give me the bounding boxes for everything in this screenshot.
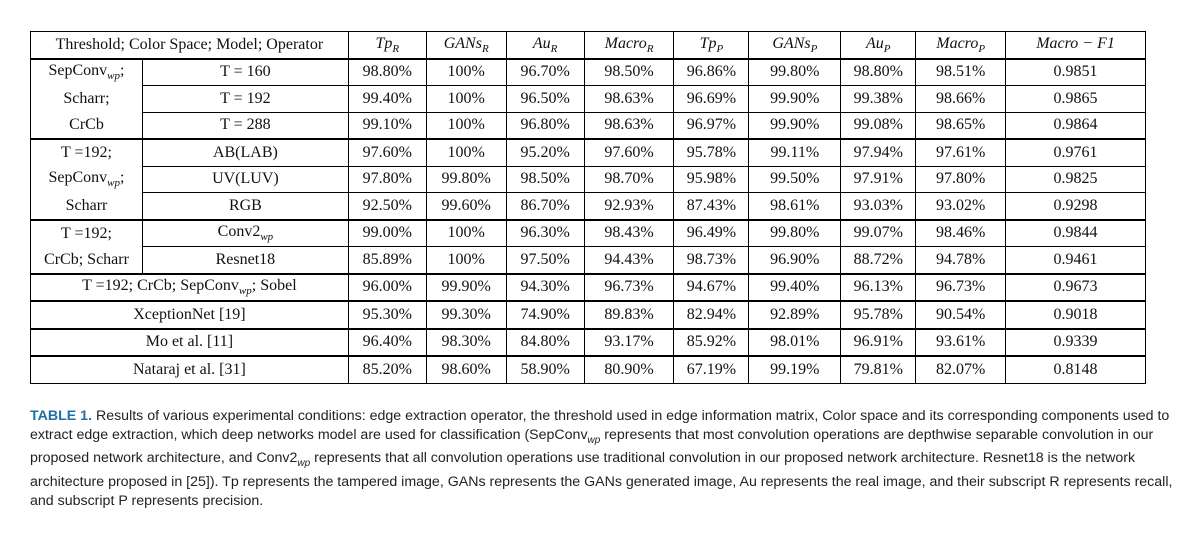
value-cell: 99.80%: [749, 59, 841, 86]
group-label: Scharr;: [31, 86, 143, 113]
table-row: [31, 220, 1146, 247]
value-cell: 97.91%: [841, 166, 916, 193]
value-cell: 100%: [426, 247, 506, 274]
group-label: Scharr: [31, 193, 143, 220]
value-cell: 89.83%: [584, 301, 674, 329]
value-cell: 99.30%: [426, 301, 506, 329]
header-col: Macro$_P$: [916, 32, 1006, 59]
value-cell: 99.90%: [749, 86, 841, 113]
table-row: [31, 356, 1146, 383]
condition-cell: T = 160: [142, 59, 348, 86]
value-cell: 96.86%: [674, 59, 749, 86]
value-cell: 99.40%: [348, 86, 426, 113]
value-cell: 99.40%: [749, 274, 841, 302]
value-cell: 98.63%: [584, 86, 674, 113]
table-row: [31, 193, 1146, 220]
caption-label: TABLE 1.: [30, 407, 93, 424]
group-label: T =192;: [31, 220, 143, 247]
value-cell: 87.43%: [674, 193, 749, 220]
value-cell: 0.9673: [1006, 274, 1146, 302]
header-col: GANs$_R$: [426, 32, 506, 59]
value-cell: 94.78%: [916, 247, 1006, 274]
value-cell: 85.89%: [348, 247, 426, 274]
value-cell: 79.81%: [841, 356, 916, 383]
condition-cell: Mo et al. [11]: [31, 329, 349, 357]
condition-cell: Resnet18: [142, 247, 348, 274]
value-cell: 98.73%: [674, 247, 749, 274]
condition-cell: XceptionNet [19]: [31, 301, 349, 329]
value-cell: 88.72%: [841, 247, 916, 274]
table-caption: [30, 407, 1175, 512]
value-cell: 82.94%: [674, 301, 749, 329]
value-cell: 94.67%: [674, 274, 749, 302]
value-cell: 96.70%: [506, 59, 584, 86]
value-cell: 98.30%: [426, 329, 506, 357]
table-row: [31, 247, 1146, 274]
value-cell: 85.20%: [348, 356, 426, 383]
table-row: [31, 166, 1146, 193]
value-cell: 0.9018: [1006, 301, 1146, 329]
value-cell: 96.91%: [841, 329, 916, 357]
header-col: Macro − F1: [1006, 32, 1146, 59]
value-cell: 96.00%: [348, 274, 426, 302]
value-cell: 80.90%: [584, 356, 674, 383]
value-cell: 98.65%: [916, 112, 1006, 139]
value-cell: 0.9339: [1006, 329, 1146, 357]
caption-subscript: wp: [587, 434, 601, 446]
value-cell: 96.80%: [506, 112, 584, 139]
value-cell: 98.51%: [916, 59, 1006, 86]
results-table-figure: [30, 31, 1176, 511]
condition-cell: AB(LAB): [142, 139, 348, 166]
value-cell: 97.60%: [584, 139, 674, 166]
value-cell: 94.43%: [584, 247, 674, 274]
table-row: [31, 329, 1146, 357]
value-cell: 86.70%: [506, 193, 584, 220]
table-row: [31, 301, 1146, 329]
value-cell: 100%: [426, 112, 506, 139]
value-cell: 95.78%: [674, 139, 749, 166]
table-row: [31, 274, 1146, 302]
condition-cell: UV(LUV): [142, 166, 348, 193]
value-cell: 0.9844: [1006, 220, 1146, 247]
header-col: $Tp_R$: [348, 32, 426, 59]
value-cell: 99.38%: [841, 86, 916, 113]
header-col: Macro$_R$: [584, 32, 674, 59]
value-cell: 0.9851: [1006, 59, 1146, 86]
caption-text: represents that all convolution operations use traditional convolution in our proposed network architecture. Resnet18 is the network architecture proposed in [25]). Tp represents the tampered image, GANs represents the GANs generated image, Au represents the real image, and their subscript R represents recall, and subscript P represents precision.: [30, 450, 1173, 510]
value-cell: 98.50%: [584, 59, 674, 86]
caption-subscript: wp: [297, 458, 311, 470]
value-cell: 98.70%: [584, 166, 674, 193]
value-cell: 92.50%: [348, 193, 426, 220]
value-cell: 96.30%: [506, 220, 584, 247]
value-cell: 95.20%: [506, 139, 584, 166]
value-cell: 97.80%: [916, 166, 1006, 193]
value-cell: 99.50%: [749, 166, 841, 193]
value-cell: 0.8148: [1006, 356, 1146, 383]
header-col: $Au_R$: [506, 32, 584, 59]
condition-cell: Nataraj et al. [31]: [31, 356, 349, 383]
value-cell: 0.9461: [1006, 247, 1146, 274]
value-cell: 99.08%: [841, 112, 916, 139]
value-cell: 0.9761: [1006, 139, 1146, 166]
value-cell: 99.60%: [426, 193, 506, 220]
caption-text: represents that most convolution operations are depthwise separable convolution in our proposed network architecture, and Conv2: [30, 426, 1154, 467]
condition-cell: T =192; CrCb; SepConv$_{wp}$; Sobel: [31, 274, 349, 302]
value-cell: 99.90%: [749, 112, 841, 139]
value-cell: 99.07%: [841, 220, 916, 247]
value-cell: 98.01%: [749, 329, 841, 357]
value-cell: 93.03%: [841, 193, 916, 220]
value-cell: 98.46%: [916, 220, 1006, 247]
value-cell: 97.61%: [916, 139, 1006, 166]
value-cell: 99.00%: [348, 220, 426, 247]
group-label: CrCb; Scharr: [31, 247, 143, 274]
value-cell: 98.66%: [916, 86, 1006, 113]
table-row: [31, 59, 1146, 86]
value-cell: 98.60%: [426, 356, 506, 383]
value-cell: 99.90%: [426, 274, 506, 302]
value-cell: 97.94%: [841, 139, 916, 166]
value-cell: 0.9825: [1006, 166, 1146, 193]
value-cell: 96.73%: [584, 274, 674, 302]
value-cell: 95.30%: [348, 301, 426, 329]
value-cell: 100%: [426, 220, 506, 247]
value-cell: 99.80%: [749, 220, 841, 247]
value-cell: 96.73%: [916, 274, 1006, 302]
header-col: GANs$_P$: [749, 32, 841, 59]
value-cell: 92.93%: [584, 193, 674, 220]
value-cell: 97.80%: [348, 166, 426, 193]
value-cell: 0.9864: [1006, 112, 1146, 139]
table-row: [31, 112, 1146, 139]
value-cell: 98.50%: [506, 166, 584, 193]
value-cell: 74.90%: [506, 301, 584, 329]
group-label: SepConv$_{wp}$;: [31, 59, 143, 86]
value-cell: 98.63%: [584, 112, 674, 139]
value-cell: 95.98%: [674, 166, 749, 193]
value-cell: 93.61%: [916, 329, 1006, 357]
value-cell: 58.90%: [506, 356, 584, 383]
caption-text: Results of various experimental conditions: edge extraction operator, the threshold used in edge information matrix, Color space and its corresponding components used to extract edge extraction, which deep networks model are used for classification (SepConv: [30, 407, 1170, 443]
value-cell: 99.19%: [749, 356, 841, 383]
value-cell: 98.43%: [584, 220, 674, 247]
value-cell: 93.17%: [584, 329, 674, 357]
group-label: T =192;: [31, 139, 143, 166]
value-cell: 100%: [426, 59, 506, 86]
value-cell: 0.9298: [1006, 193, 1146, 220]
value-cell: 98.61%: [749, 193, 841, 220]
header-col: $Tp_P$: [674, 32, 749, 59]
value-cell: 96.69%: [674, 86, 749, 113]
table-row: [31, 86, 1146, 113]
value-cell: 85.92%: [674, 329, 749, 357]
value-cell: 96.90%: [749, 247, 841, 274]
condition-cell: $Conv2_{wp}$: [142, 220, 348, 247]
condition-cell: RGB: [142, 193, 348, 220]
value-cell: 99.80%: [426, 166, 506, 193]
value-cell: 96.97%: [674, 112, 749, 139]
value-cell: 84.80%: [506, 329, 584, 357]
condition-cell: T = 288: [142, 112, 348, 139]
value-cell: 95.78%: [841, 301, 916, 329]
value-cell: 100%: [426, 86, 506, 113]
value-cell: 94.30%: [506, 274, 584, 302]
value-cell: 96.40%: [348, 329, 426, 357]
group-label: CrCb: [31, 112, 143, 139]
value-cell: 97.50%: [506, 247, 584, 274]
header-row: [31, 32, 1146, 59]
value-cell: 98.80%: [348, 59, 426, 86]
value-cell: 96.49%: [674, 220, 749, 247]
header-col: $Au_P$: [841, 32, 916, 59]
group-label: SepConv$_{wp}$;: [31, 166, 143, 193]
value-cell: 90.54%: [916, 301, 1006, 329]
value-cell: 96.50%: [506, 86, 584, 113]
header-condition: Threshold; Color Space; Model; Operator: [31, 32, 349, 59]
value-cell: 67.19%: [674, 356, 749, 383]
value-cell: 99.10%: [348, 112, 426, 139]
value-cell: 0.9865: [1006, 86, 1146, 113]
value-cell: 98.80%: [841, 59, 916, 86]
table-row: [31, 139, 1146, 166]
results-table: [30, 31, 1146, 384]
value-cell: 92.89%: [749, 301, 841, 329]
value-cell: 100%: [426, 139, 506, 166]
value-cell: 97.60%: [348, 139, 426, 166]
value-cell: 99.11%: [749, 139, 841, 166]
value-cell: 82.07%: [916, 356, 1006, 383]
condition-cell: T = 192: [142, 86, 348, 113]
value-cell: 96.13%: [841, 274, 916, 302]
value-cell: 93.02%: [916, 193, 1006, 220]
